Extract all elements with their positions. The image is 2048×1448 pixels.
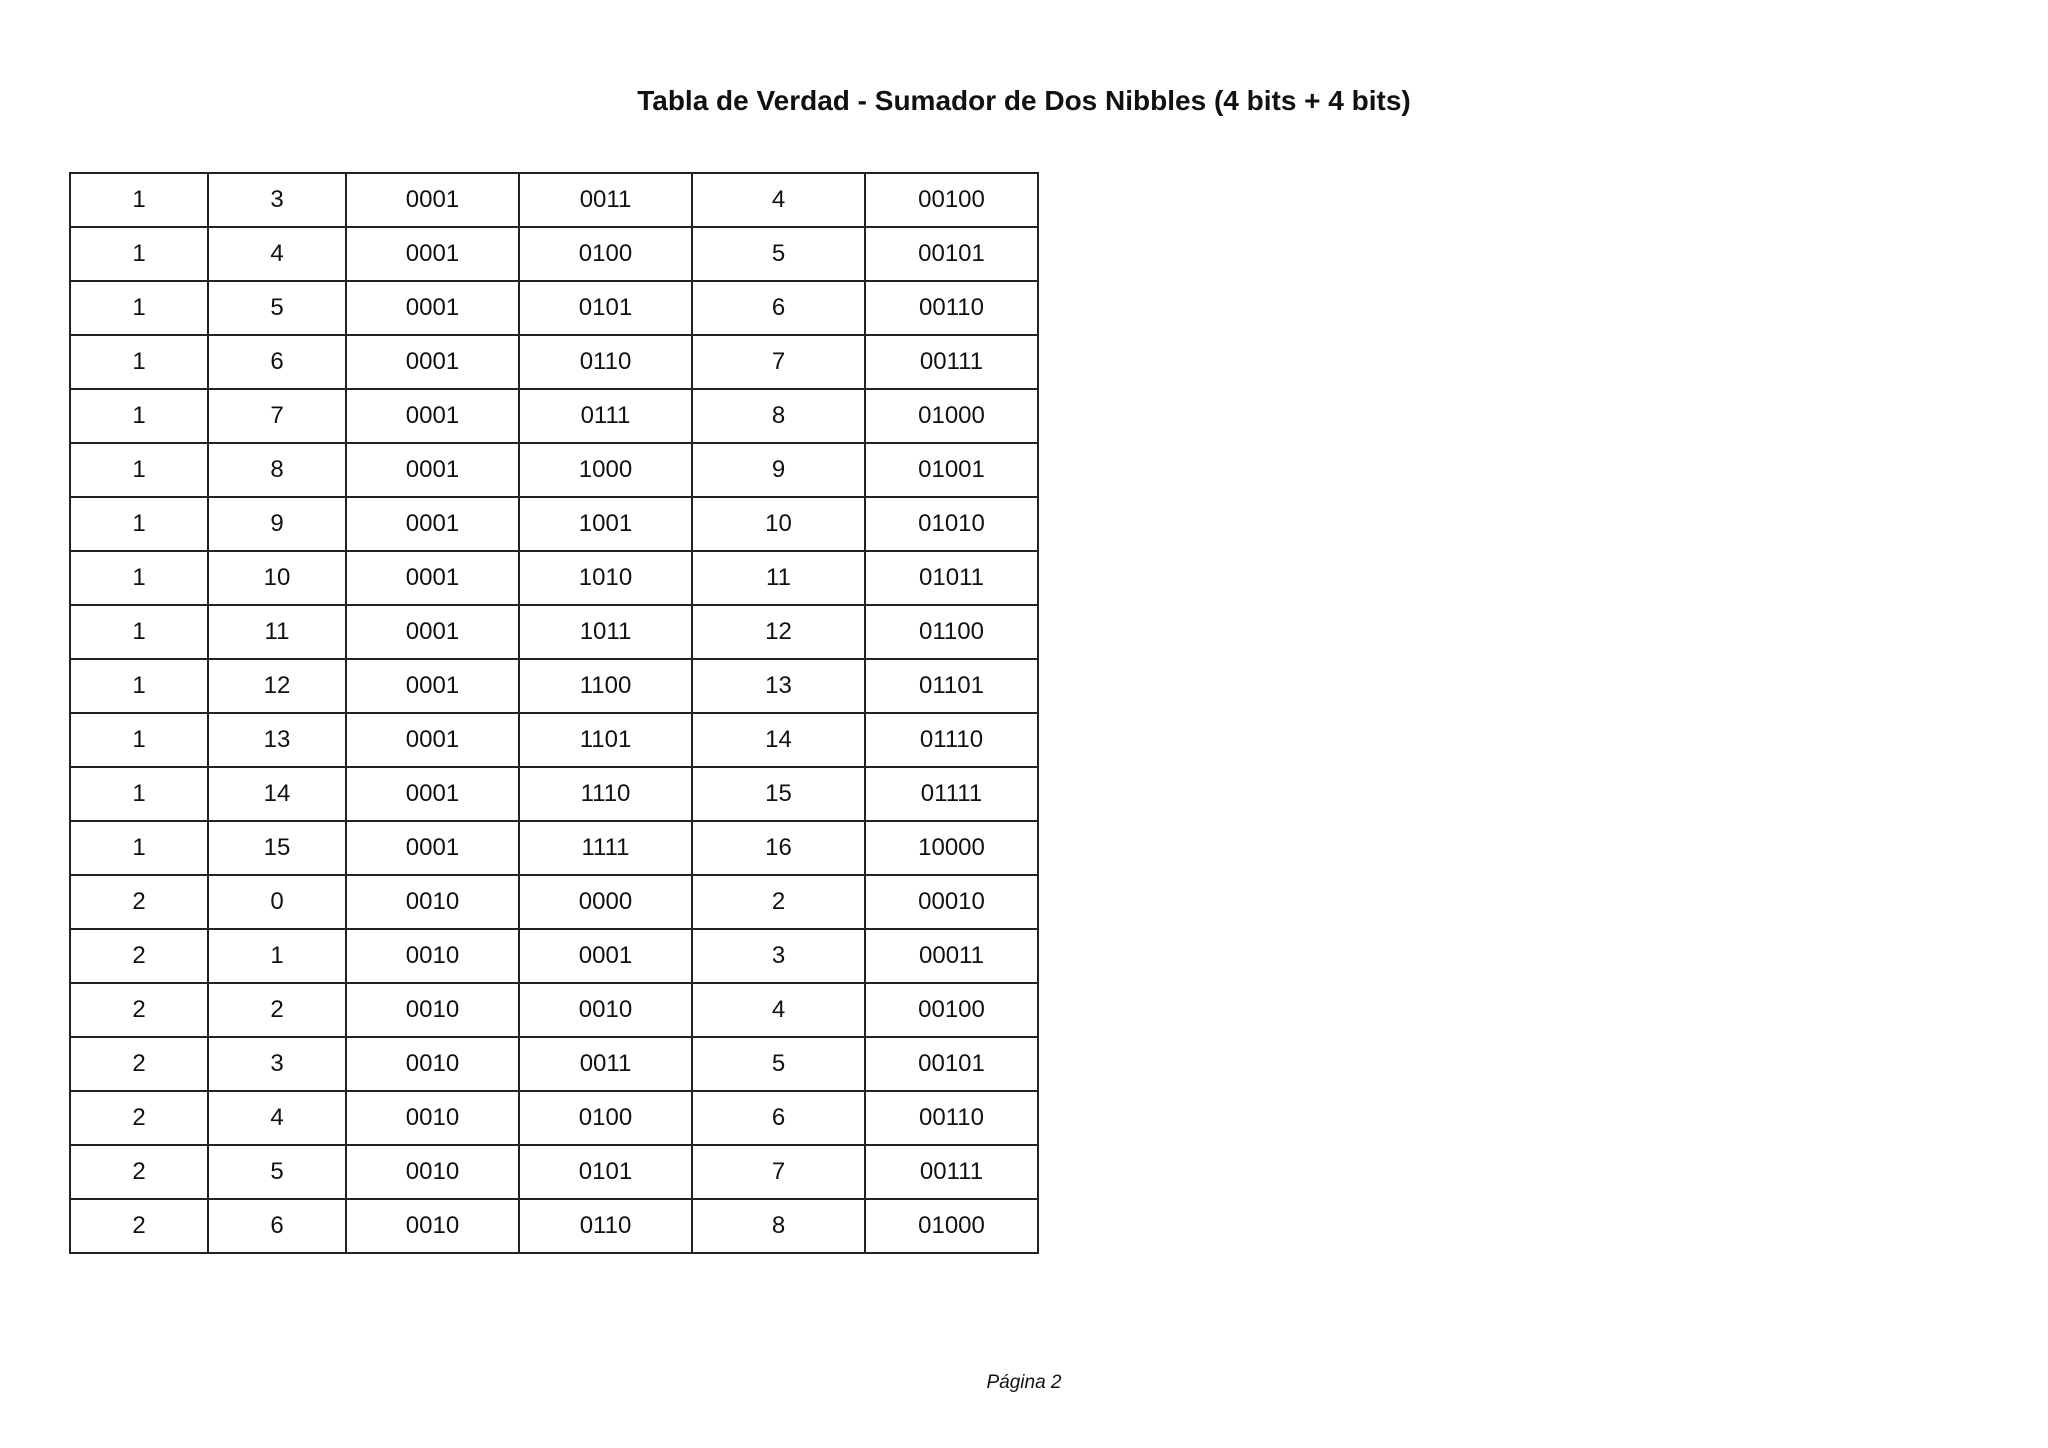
table-row bbox=[70, 875, 1038, 929]
cell-binary-a: 0010 bbox=[346, 875, 519, 929]
table-row bbox=[70, 227, 1038, 281]
cell-decimal-a: 1 bbox=[70, 443, 208, 497]
cell-binary-sum: 00100 bbox=[865, 173, 1038, 227]
cell-binary-a: 0001 bbox=[346, 173, 519, 227]
table-row bbox=[70, 659, 1038, 713]
cell-binary-sum: 01101 bbox=[865, 659, 1038, 713]
table-row bbox=[70, 1145, 1038, 1199]
cell-decimal-sum: 10 bbox=[692, 497, 865, 551]
cell-decimal-a: 2 bbox=[70, 1037, 208, 1091]
cell-binary-sum: 01000 bbox=[865, 1199, 1038, 1253]
table-row bbox=[70, 551, 1038, 605]
cell-decimal-sum: 14 bbox=[692, 713, 865, 767]
cell-binary-b: 0110 bbox=[519, 1199, 692, 1253]
cell-decimal-b: 5 bbox=[208, 1145, 346, 1199]
cell-decimal-sum: 16 bbox=[692, 821, 865, 875]
table-row bbox=[70, 443, 1038, 497]
cell-binary-b: 0101 bbox=[519, 1145, 692, 1199]
cell-binary-a: 0001 bbox=[346, 389, 519, 443]
cell-decimal-a: 1 bbox=[70, 821, 208, 875]
cell-binary-a: 0010 bbox=[346, 929, 519, 983]
cell-decimal-a: 2 bbox=[70, 1091, 208, 1145]
cell-decimal-sum: 6 bbox=[692, 1091, 865, 1145]
cell-decimal-a: 1 bbox=[70, 335, 208, 389]
table-row bbox=[70, 605, 1038, 659]
cell-binary-a: 0010 bbox=[346, 983, 519, 1037]
cell-decimal-b: 3 bbox=[208, 173, 346, 227]
cell-binary-sum: 00010 bbox=[865, 875, 1038, 929]
cell-binary-b: 1010 bbox=[519, 551, 692, 605]
cell-binary-sum: 00100 bbox=[865, 983, 1038, 1037]
cell-decimal-b: 7 bbox=[208, 389, 346, 443]
cell-binary-sum: 00111 bbox=[865, 1145, 1038, 1199]
cell-binary-b: 1110 bbox=[519, 767, 692, 821]
cell-binary-b: 0001 bbox=[519, 929, 692, 983]
table-row bbox=[70, 389, 1038, 443]
cell-decimal-sum: 8 bbox=[692, 1199, 865, 1253]
cell-binary-b: 1001 bbox=[519, 497, 692, 551]
table-row bbox=[70, 173, 1038, 227]
cell-decimal-a: 2 bbox=[70, 983, 208, 1037]
table-row bbox=[70, 821, 1038, 875]
cell-binary-sum: 01001 bbox=[865, 443, 1038, 497]
cell-decimal-sum: 15 bbox=[692, 767, 865, 821]
cell-binary-b: 1100 bbox=[519, 659, 692, 713]
cell-decimal-b: 14 bbox=[208, 767, 346, 821]
cell-decimal-sum: 12 bbox=[692, 605, 865, 659]
cell-binary-b: 0011 bbox=[519, 173, 692, 227]
cell-decimal-a: 1 bbox=[70, 551, 208, 605]
cell-decimal-b: 11 bbox=[208, 605, 346, 659]
cell-binary-sum: 01011 bbox=[865, 551, 1038, 605]
cell-decimal-b: 13 bbox=[208, 713, 346, 767]
table-row bbox=[70, 929, 1038, 983]
cell-decimal-b: 0 bbox=[208, 875, 346, 929]
cell-binary-sum: 01111 bbox=[865, 767, 1038, 821]
cell-binary-sum: 01110 bbox=[865, 713, 1038, 767]
cell-binary-b: 0100 bbox=[519, 227, 692, 281]
cell-binary-b: 0010 bbox=[519, 983, 692, 1037]
cell-binary-b: 0110 bbox=[519, 335, 692, 389]
cell-decimal-sum: 7 bbox=[692, 335, 865, 389]
cell-decimal-b: 10 bbox=[208, 551, 346, 605]
cell-binary-sum: 00110 bbox=[865, 1091, 1038, 1145]
cell-binary-sum: 00011 bbox=[865, 929, 1038, 983]
cell-decimal-sum: 8 bbox=[692, 389, 865, 443]
cell-decimal-a: 1 bbox=[70, 605, 208, 659]
cell-binary-sum: 00101 bbox=[865, 1037, 1038, 1091]
cell-decimal-sum: 5 bbox=[692, 1037, 865, 1091]
table-row bbox=[70, 335, 1038, 389]
cell-decimal-b: 9 bbox=[208, 497, 346, 551]
cell-decimal-a: 1 bbox=[70, 227, 208, 281]
cell-decimal-a: 2 bbox=[70, 1199, 208, 1253]
cell-binary-a: 0001 bbox=[346, 227, 519, 281]
cell-binary-a: 0010 bbox=[346, 1145, 519, 1199]
page-title: Tabla de Verdad - Sumador de Dos Nibbles (4 bits + 4 bits) bbox=[637, 85, 1411, 116]
cell-decimal-a: 1 bbox=[70, 173, 208, 227]
table-row bbox=[70, 497, 1038, 551]
cell-decimal-b: 4 bbox=[208, 1091, 346, 1145]
cell-binary-a: 0001 bbox=[346, 497, 519, 551]
cell-binary-sum: 00110 bbox=[865, 281, 1038, 335]
page-number: Página 2 bbox=[986, 1372, 1062, 1393]
cell-decimal-sum: 9 bbox=[692, 443, 865, 497]
cell-decimal-b: 3 bbox=[208, 1037, 346, 1091]
cell-decimal-sum: 3 bbox=[692, 929, 865, 983]
cell-decimal-sum: 7 bbox=[692, 1145, 865, 1199]
cell-decimal-b: 5 bbox=[208, 281, 346, 335]
table-row bbox=[70, 1037, 1038, 1091]
table-row bbox=[70, 767, 1038, 821]
cell-binary-b: 0111 bbox=[519, 389, 692, 443]
cell-decimal-b: 1 bbox=[208, 929, 346, 983]
table-row bbox=[70, 713, 1038, 767]
table-row bbox=[70, 281, 1038, 335]
cell-decimal-a: 2 bbox=[70, 929, 208, 983]
cell-decimal-a: 1 bbox=[70, 767, 208, 821]
table-row bbox=[70, 983, 1038, 1037]
cell-decimal-b: 2 bbox=[208, 983, 346, 1037]
cell-binary-sum: 00101 bbox=[865, 227, 1038, 281]
cell-decimal-sum: 5 bbox=[692, 227, 865, 281]
cell-decimal-a: 2 bbox=[70, 875, 208, 929]
cell-decimal-a: 1 bbox=[70, 281, 208, 335]
cell-binary-b: 1000 bbox=[519, 443, 692, 497]
cell-binary-b: 0101 bbox=[519, 281, 692, 335]
truth-table-body bbox=[70, 173, 1038, 1253]
table-row bbox=[70, 1199, 1038, 1253]
cell-binary-sum: 00111 bbox=[865, 335, 1038, 389]
cell-binary-b: 1111 bbox=[519, 821, 692, 875]
cell-binary-a: 0001 bbox=[346, 281, 519, 335]
cell-binary-b: 1011 bbox=[519, 605, 692, 659]
cell-decimal-b: 12 bbox=[208, 659, 346, 713]
cell-binary-sum: 01010 bbox=[865, 497, 1038, 551]
cell-binary-a: 0001 bbox=[346, 659, 519, 713]
cell-decimal-b: 6 bbox=[208, 335, 346, 389]
cell-binary-a: 0001 bbox=[346, 335, 519, 389]
cell-decimal-sum: 13 bbox=[692, 659, 865, 713]
cell-decimal-sum: 4 bbox=[692, 173, 865, 227]
cell-decimal-b: 6 bbox=[208, 1199, 346, 1253]
cell-decimal-a: 1 bbox=[70, 659, 208, 713]
cell-binary-a: 0010 bbox=[346, 1037, 519, 1091]
cell-decimal-sum: 4 bbox=[692, 983, 865, 1037]
cell-decimal-sum: 6 bbox=[692, 281, 865, 335]
cell-decimal-a: 1 bbox=[70, 389, 208, 443]
cell-binary-b: 1101 bbox=[519, 713, 692, 767]
cell-binary-a: 0001 bbox=[346, 605, 519, 659]
cell-binary-sum: 10000 bbox=[865, 821, 1038, 875]
cell-binary-b: 0100 bbox=[519, 1091, 692, 1145]
cell-binary-a: 0010 bbox=[346, 1199, 519, 1253]
cell-decimal-b: 15 bbox=[208, 821, 346, 875]
cell-decimal-a: 1 bbox=[70, 497, 208, 551]
table-row bbox=[70, 1091, 1038, 1145]
cell-binary-a: 0001 bbox=[346, 821, 519, 875]
truth-table bbox=[69, 172, 1039, 1254]
cell-decimal-a: 2 bbox=[70, 1145, 208, 1199]
cell-binary-a: 0001 bbox=[346, 713, 519, 767]
cell-binary-b: 0000 bbox=[519, 875, 692, 929]
cell-decimal-b: 4 bbox=[208, 227, 346, 281]
cell-binary-sum: 01100 bbox=[865, 605, 1038, 659]
cell-decimal-a: 1 bbox=[70, 713, 208, 767]
cell-binary-a: 0001 bbox=[346, 767, 519, 821]
cell-binary-a: 0001 bbox=[346, 443, 519, 497]
cell-decimal-sum: 2 bbox=[692, 875, 865, 929]
cell-decimal-sum: 11 bbox=[692, 551, 865, 605]
cell-binary-a: 0001 bbox=[346, 551, 519, 605]
cell-binary-b: 0011 bbox=[519, 1037, 692, 1091]
cell-binary-sum: 01000 bbox=[865, 389, 1038, 443]
cell-decimal-b: 8 bbox=[208, 443, 346, 497]
cell-binary-a: 0010 bbox=[346, 1091, 519, 1145]
